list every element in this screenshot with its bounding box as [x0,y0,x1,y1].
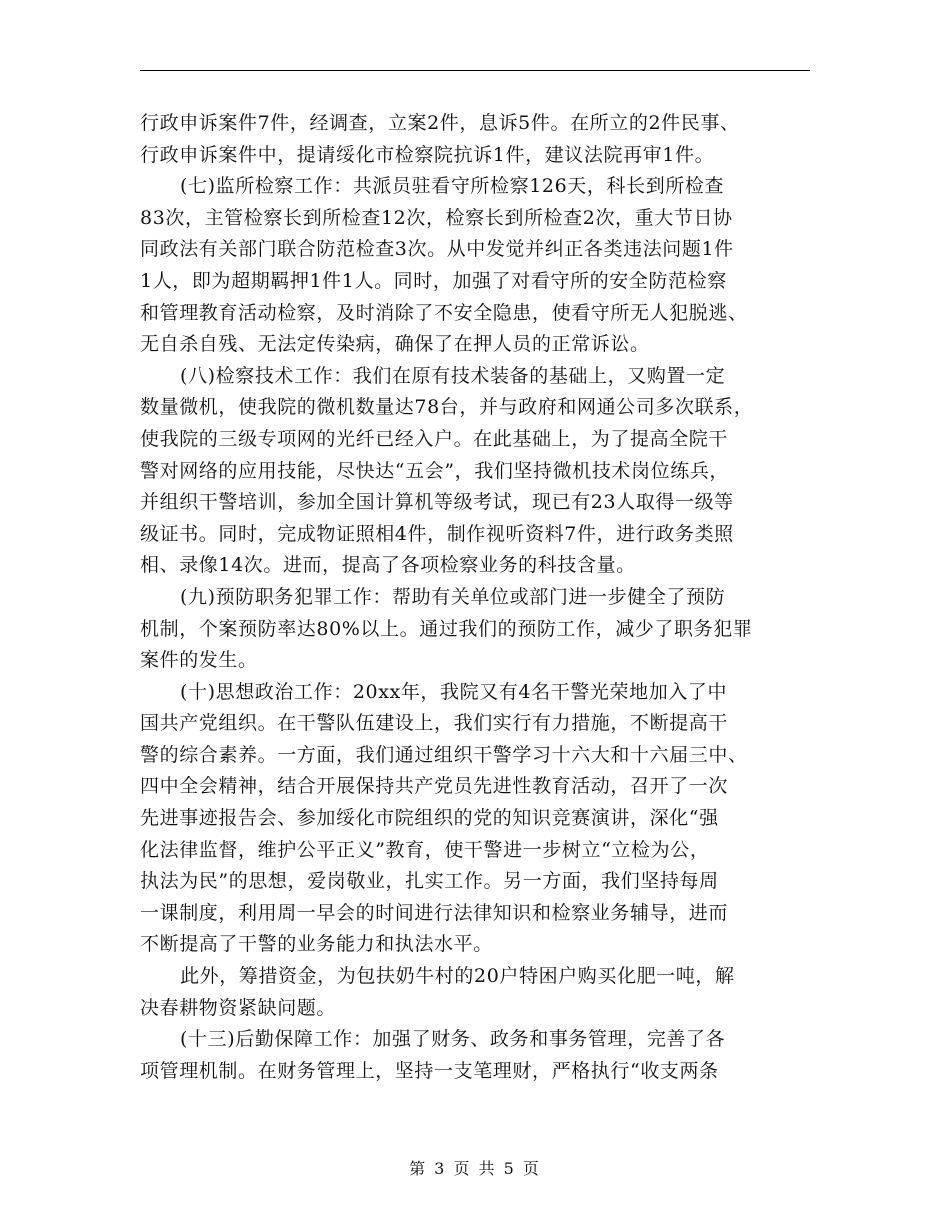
text-line: 四中全会精神，结合开展保持共产党员先进性教育活动，召开了一次 [140,775,729,798]
text-line: (七)监所检察工作：共派员驻看守所检察126天，科长到所检查 [180,175,725,198]
text-line: 化法律监督，维护公平正义”教育，使干警进一步树立“立检为公， [140,838,710,861]
text-line: 级证书。同时，完成物证照相4件，制作视听资料7件，进行政务类照 [140,522,734,545]
text-line: 行政申诉案件7件，经调查，立案2件，息诉5件。在所立的2件民事、 [140,112,740,134]
text-line: 相、录像14次。进而，提高了各项检察业务的科技含量。 [140,554,636,577]
text-line: 行政申诉案件中，提请绥化市检察院抗诉1件，建议法院再审1件。 [140,143,715,166]
text-line: 数量微机，使我院的微机数量达78台，并与政府和网通公司多次联系， [140,396,754,419]
header-rule [140,70,810,71]
text-line: 和管理教育活动检察，及时消除了不安全隐患，使看守所无人犯脱逃、 [140,301,748,324]
text-line: 1人，即为超期羁押1件1人。同时，加强了对看守所的安全防范检察 [140,269,727,292]
text-line: 此外，筹措资金，为包扶奶牛村的20户特困户购买化肥一吨，解 [180,965,735,988]
text-line: 项管理机制。在财务管理上，坚持一支笔理财，严格执行“收支两条 [140,1059,719,1082]
text-line: 不断提高了干警的业务能力和执法水平。 [140,933,493,956]
text-line: (十)思想政治工作：20xx年，我院又有4名干警光荣地加入了中 [180,680,728,703]
text-line: 警对网络的应用技能，尽快达“五会”，我们坚持微机技术岗位练兵， [140,459,730,482]
text-line: (十三)后勤保障工作：加强了财务、政务和事务管理，完善了各 [180,1028,726,1051]
text-line: 执法为民”的思想，爱岗敬业，扎实工作。另一方面，我们坚持每周 [140,870,719,893]
text-line: 机制，个案预防率达80%以上。通过我们的预防工作，减少了职务犯罪 [140,617,753,640]
text-line: 使我院的三级专项网的光纤已经入户。在此基础上，为了提高全院干 [140,427,729,450]
text-line: 国共产党组织。在干警队伍建设上，我们实行有力措施，不断提高干 [140,712,729,735]
page-number: 第 3 页 共 5 页 [409,1159,541,1178]
text-line: 决春耕物资紧缺问题。 [140,996,337,1019]
text-line: 83次，主管检察长到所检查12次，检察长到所检查2次，重大节日协 [140,206,733,229]
text-line: 警的综合素养。一方面，我们通过组织干警学习十六大和十六届三中、 [140,743,748,766]
text-line: 并组织干警培训，参加全国计算机等级考试，现已有23人取得一级等 [140,491,734,514]
text-line: 同政法有关部门联合防范检查3次。从中发觉并纠正各类违法问题1件 [140,238,734,261]
text-line: 无自杀自残、无法定传染病，确保了在押人员的正常诉讼。 [140,333,650,356]
text-line: 先进事迹报告会、参加绥化市院组织的党的知识竞赛演讲，深化“强 [140,807,719,830]
text-line: (八)检察技术工作：我们在原有技术装备的基础上，又购置一定 [180,364,726,387]
text-line: 案件的发生。 [140,649,258,672]
document-body [140,108,810,1087]
text-line: 一课制度，利用周一早会的时间进行法律知识和检察业务辅导，进而 [140,901,729,924]
text-line: (九)预防职务犯罪工作：帮助有关单位或部门进一步健全了预防 [180,585,726,608]
